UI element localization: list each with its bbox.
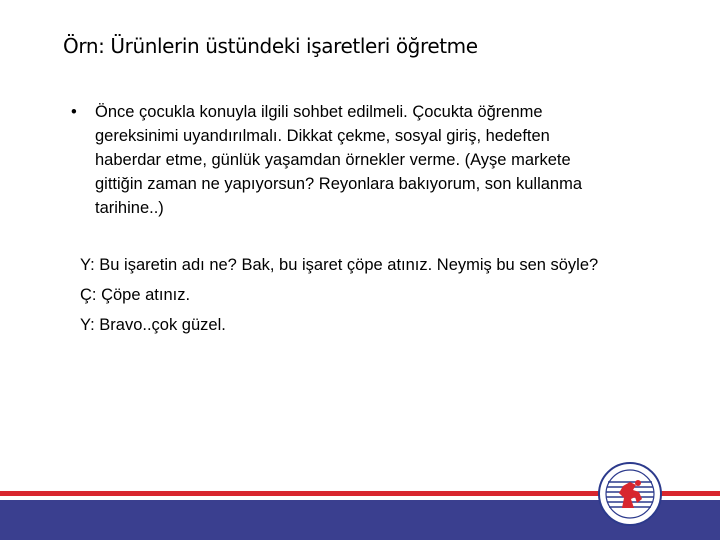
bullet-item xyxy=(71,100,671,220)
dialog-block xyxy=(80,250,598,340)
slide-title: Örn: Ürünlerin üstündeki işaretleri öğretme xyxy=(63,34,478,58)
bullet-marker: • xyxy=(71,103,77,121)
dialog-line-teacher-praise: Y: Bravo..çok güzel. xyxy=(80,316,226,334)
bullet-text: Önce çocukla konuyla ilgili sohbet edilmeli. Çocukta öğrenme gereksinimi uyandırılmalı. Dikkat çekme, sosyal giriş, hedeften haberdar etme, günlük yaşamdan örnekler verme. (Ayşe markete gittiğin zaman ne yapıyorsun? Reyonlara bakıyorum, son kullanma tarihine..) xyxy=(95,103,583,217)
dialog-line-teacher-question: Y: Bu işaretin adı ne? Bak, bu işaret çöpe atınız. Neymiş bu sen söyle? xyxy=(80,256,599,274)
dialog-line-child-answer: Ç: Çöpe atınız. xyxy=(80,286,191,304)
university-seal-icon xyxy=(598,462,662,526)
